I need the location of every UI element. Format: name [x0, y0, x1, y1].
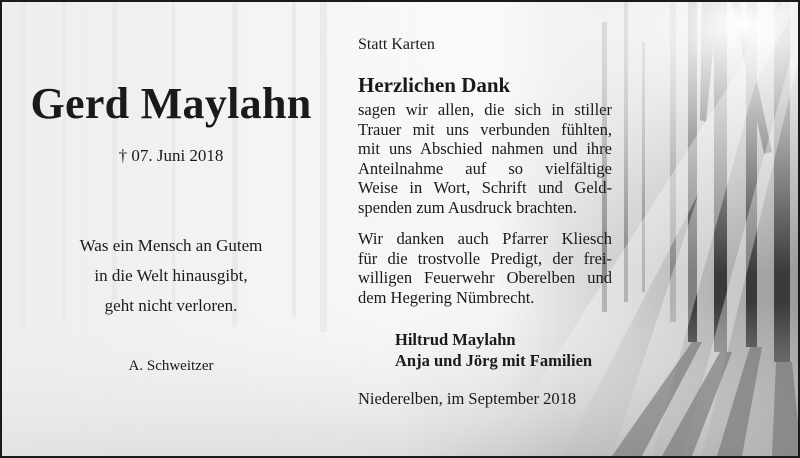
paragraph-line: Trauer mit uns verbunden fühlten, [358, 119, 612, 139]
thanks-heading: Herzlichen Dank [358, 73, 511, 97]
paragraph-line: willigen Feuerwehr Oberelben und [358, 268, 612, 288]
paragraph-line: Wir danken auch Pfarrer Kliesch [358, 229, 612, 248]
quote-line: Was ein Mensch an Gutem [79, 236, 263, 255]
pretitle: Statt Karten [358, 36, 435, 53]
paragraph-line: Weise in Wort, Schrift und Geld- [358, 178, 612, 198]
signer-name: Hiltrud Maylahn [395, 330, 516, 349]
signers [395, 329, 592, 371]
paragraph-line: dem Hegering Nümbrecht. [358, 287, 535, 307]
paragraph-line: sagen wir allen, die sich in stiller [358, 100, 612, 119]
quote-line: in die Welt hinausgibt, [94, 266, 248, 285]
paragraph-line: Anteilnahme auf so vielfältige [358, 158, 612, 178]
paragraph-line: mit uns Abschied nahmen und ihre [358, 139, 612, 159]
thanks-paragraph-2 [358, 229, 612, 307]
death-date: † 07. Juni 2018 [118, 146, 224, 165]
paragraph-line: spenden zum Ausdruck brachten. [358, 197, 578, 217]
quote-line: geht nicht verloren. [104, 296, 238, 315]
thanks-paragraph-1 [358, 100, 612, 218]
quote [2, 231, 340, 321]
signer-name: Anja und Jörg mit Familien [395, 351, 593, 370]
paragraph-line: für die trostvolle Predigt, der frei- [358, 248, 612, 268]
quote-author: A. Schweitzer [128, 358, 214, 374]
place-and-date: Niederelben, im September 2018 [358, 389, 577, 408]
deceased-name: Gerd Maylahn [30, 79, 312, 128]
